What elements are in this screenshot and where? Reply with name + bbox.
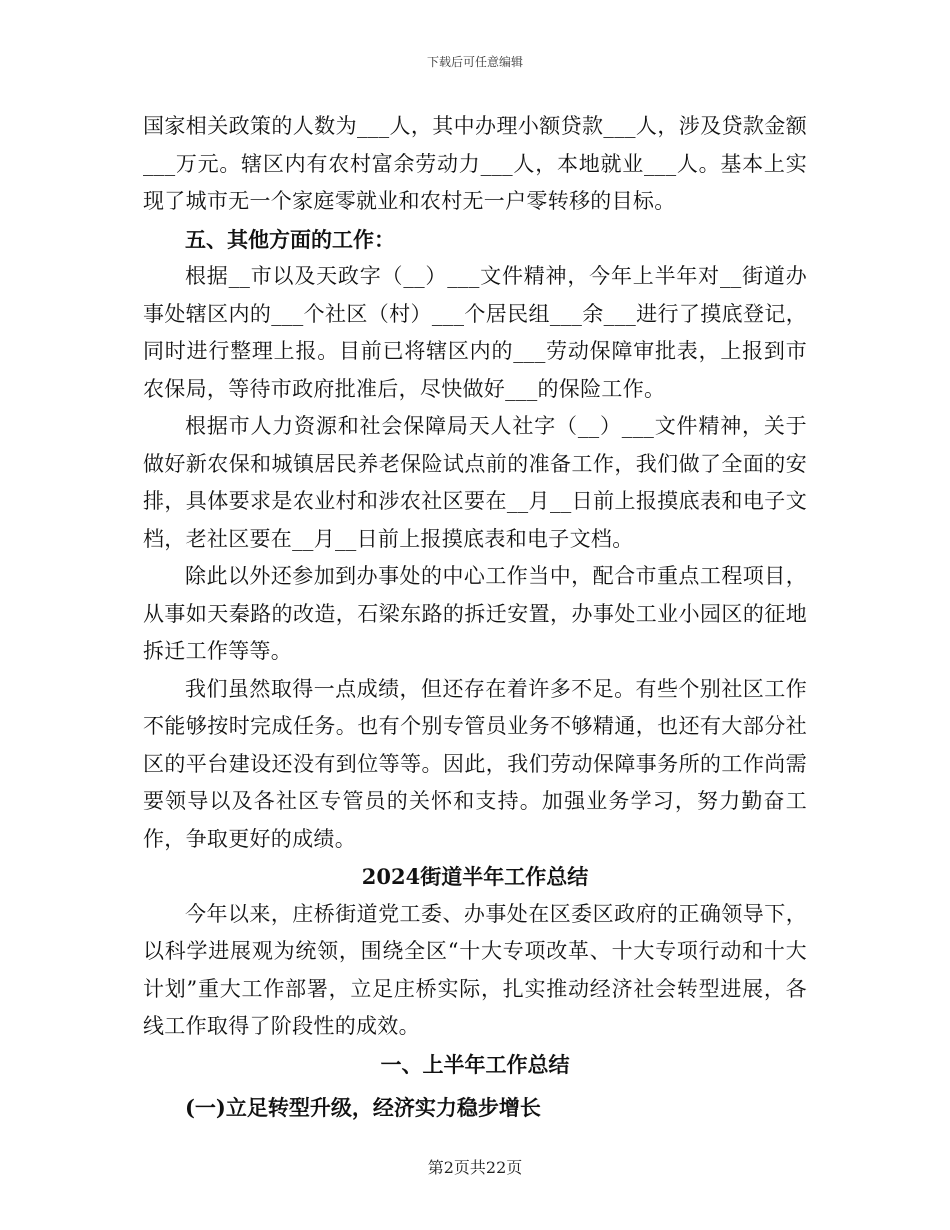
subsection-heading-transformation: (一)立足转型升级，经济实力稳步增长 [185, 1095, 541, 1120]
paragraph-policy-stats: 国家相关政策的人数为___人，其中办理小额贷款___人，涉及贷款金额___万元。辖区内有农村富余劳动力___人，本地就业___人。基本上实现了城市无一个家庭零就业和农村无一户零转移的目标。 [143, 114, 807, 213]
paragraph-intro-2024: 今年以来，庄桥街道党工委、办事处在区委区政府的正确领导下，以科学进展观为统领，围绕全区“十大专项改革、十大专项行动和十大计划”重大工作部署，立足庄桥实际，扎实推动经济社会转型进展，各线工作取得了阶段性的成效。 [143, 901, 807, 1038]
paragraph-insurance-preparation: 根据市人力资源和社会保障局天人社字（__）___文件精神，关于做好新农保和城镇居民养老保险试点前的准备工作，我们做了全面的安排，具体要求是农业村和涉农社区要在__月__日前上报摸底表和电子文档，老社区要在__月__日前上报摸底表和电子文档。 [143, 414, 807, 551]
paragraph-survey-registration: 根据__市以及天政字（__）___文件精神，今年上半年对__街道办事处辖区内的___个社区（村）___个居民组___余___进行了摸底登记，同时进行整理上报。目前已将辖区内的___劳动保障审批表，上报到市农保局，等待市政府批准后，尽快做好___的保险工作。 [143, 264, 807, 401]
section-heading-other-work: 五、其他方面的工作： [185, 226, 395, 252]
document-title-2024-summary: 2024街道半年工作总结 [361, 864, 589, 889]
page-number-footer: 第2页共22页 [427, 1158, 523, 1177]
document-body [143, 108, 807, 1127]
paragraph-central-work: 除此以外还参加到办事处的中心工作当中，配合市重点工程项目，从事如天秦路的改造，石梁东路的拆迁安置，办事处工业小园区的征地拆迁工作等等。 [143, 564, 807, 663]
page-header-note: 下载后可任意编辑 [426, 55, 523, 69]
paragraph-shortcomings: 我们虽然取得一点成绩，但还存在着许多不足。有些个别社区工作不能够按时完成任务。也有个别专管员业务不够精通，也还有大部分社区的平台建设还没有到位等等。因此，我们劳动保障事务所的工作尚需要领导以及各社区专管员的关怀和支持。加强业务学习，努力勤奋工作，争取更好的成绩。 [143, 676, 807, 851]
section-heading-first-half-summary: 一、上半年工作总结 [380, 1051, 570, 1077]
